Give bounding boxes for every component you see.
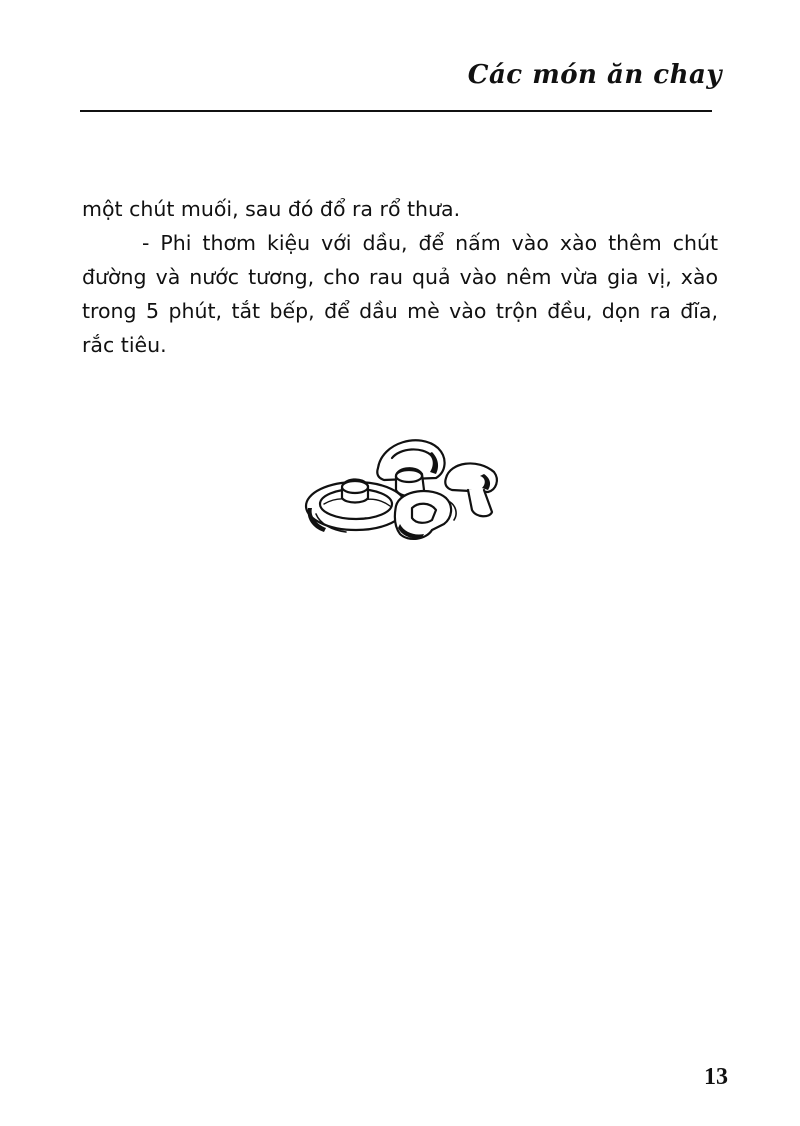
header-divider bbox=[80, 110, 712, 112]
mushrooms-illustration-icon bbox=[300, 428, 510, 548]
page-number: 13 bbox=[704, 1064, 728, 1090]
running-header-title: Các món ăn chay bbox=[467, 60, 722, 90]
paragraph-instruction: - Phi thơm kiệu với dầu, để nấm vào xào thêm chút đường và nước tương, cho rau quả vào nêm vừa gia vị, xào trong 5 phút, tắt bếp, để dầu mè vào trộn đều, dọn ra đĩa, rắc tiêu. bbox=[82, 231, 718, 357]
body-text bbox=[82, 192, 718, 362]
paragraph-continuation: một chút muối, sau đó đổ ra rổ thưa. bbox=[82, 197, 461, 221]
